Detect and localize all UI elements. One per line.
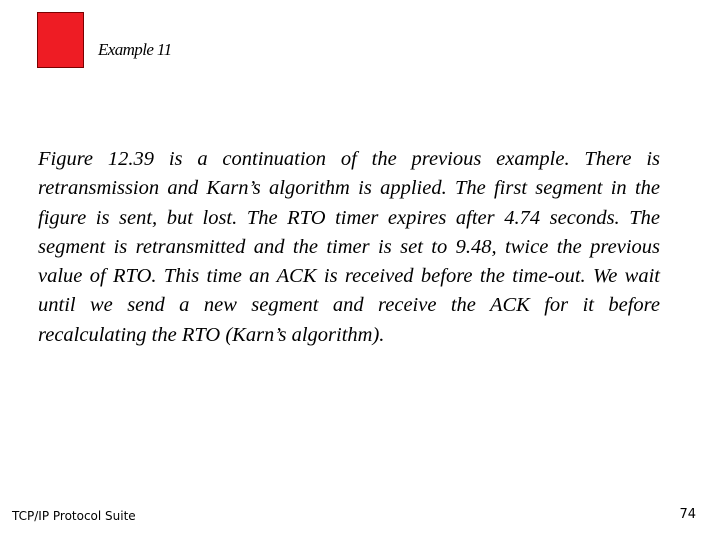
page-number: 74: [679, 507, 696, 522]
footer-text: TCP/IP Protocol Suite: [12, 509, 136, 523]
red-accent-box: [37, 12, 84, 68]
slide-title: Example 11: [98, 40, 172, 59]
slide-body-text: Figure 12.39 is a continuation of the previous example. There is retransmission and Karn’s algorithm is applied. The first segment in the figure is sent, but lost. The RTO timer expires after 4.74 seconds. The segment is retransmitted and the timer is set to 9.48, twice the previous value of RTO. This time an ACK is received before the time-out. We wait until we send a new segment and receive the ACK for it before recalculating the RTO (Karn’s algorithm).: [38, 148, 660, 346]
